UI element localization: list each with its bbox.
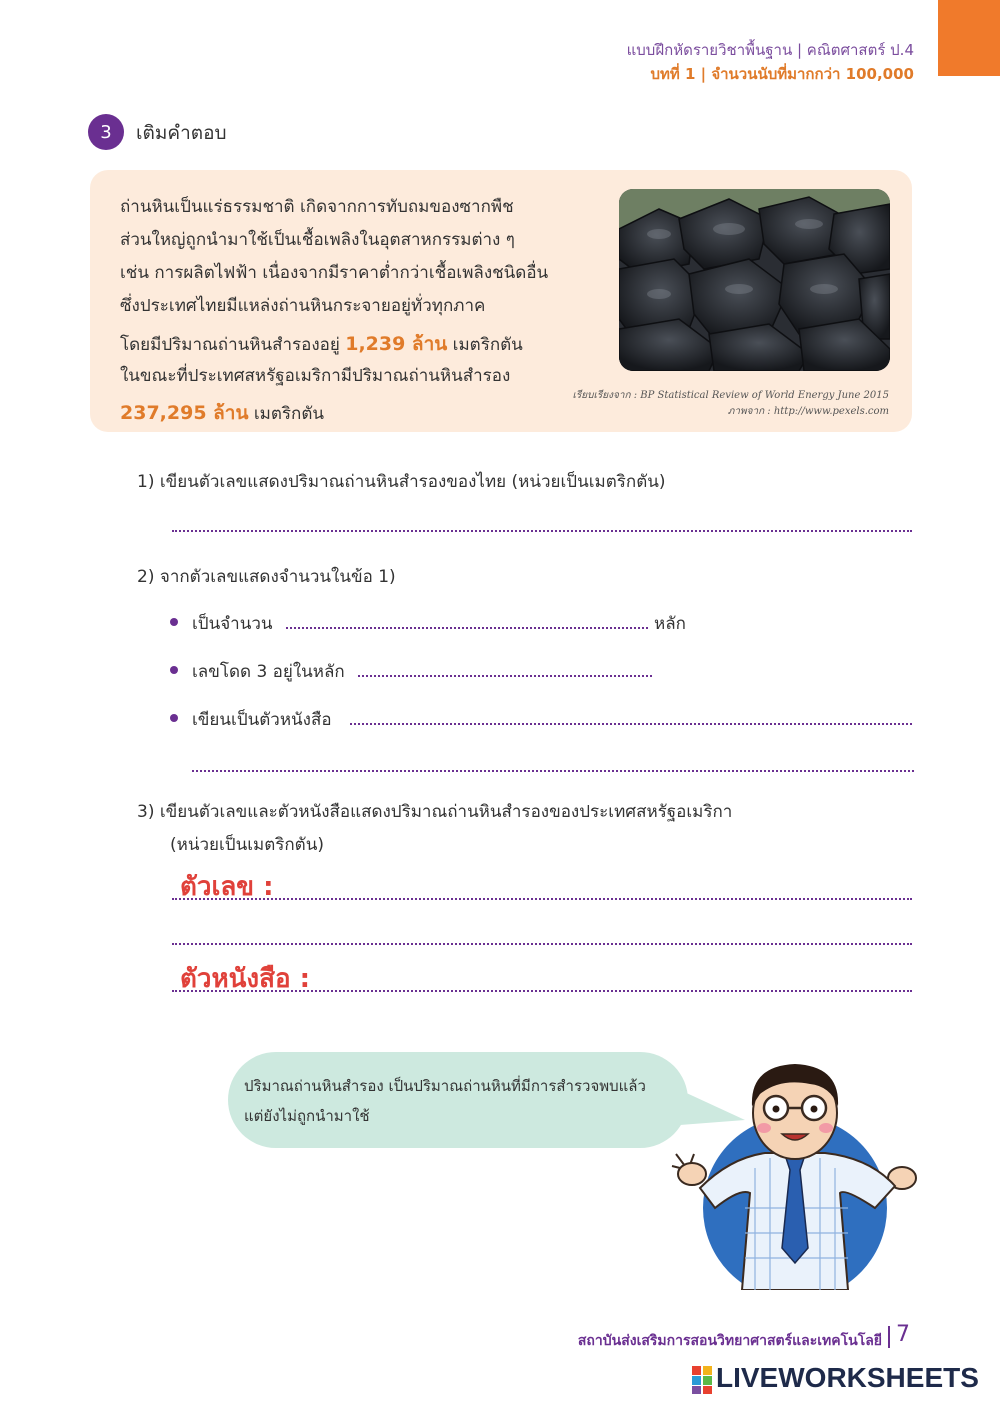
question-number-badge: 3 — [88, 114, 124, 150]
words-answer-line-1[interactable] — [350, 723, 912, 725]
speech-line-1: ปริมาณถ่านหินสำรอง เป็นปริมาณถ่านหินที่มีการสำรวจพบแล้ว — [244, 1077, 646, 1095]
bullet-icon — [170, 714, 178, 722]
teacher-character-illustration — [670, 1058, 925, 1290]
item-2-bullet-3-label: เขียนเป็นตัวหนังสือ — [192, 710, 332, 730]
info-line-5-unit: เมตริกตัน — [447, 335, 523, 355]
bullet-icon — [170, 618, 178, 626]
item-2-bullet-1-label: เป็นจำนวน — [192, 614, 273, 634]
info-line-7-unit: เมตริกตัน — [248, 404, 325, 424]
item-2-bullet-2-label: เลขโดด 3 อยู่ในหลัก — [192, 662, 345, 682]
item-1-answer-line[interactable] — [172, 530, 912, 532]
words-answer-line-2[interactable] — [192, 770, 914, 772]
info-line-5 — [120, 329, 600, 359]
speech-bubble — [228, 1052, 688, 1148]
header-chapter: บทที่ 1 | จำนวนนับที่มากกว่า 100,000 — [650, 65, 914, 83]
digit-3-place-answer-line[interactable] — [358, 675, 652, 677]
info-line-2: ส่วนใหญ่ถูกนำมาใช้เป็นเชื้อเพลิงในอุตสาหกรรมต่าง ๆ — [120, 230, 515, 250]
info-line-5-text: โดยมีปริมาณถ่านหินสำรองอยู่ — [120, 335, 346, 355]
bullet-icon — [170, 666, 178, 674]
source-credit: เรียบเรียงจาก : BP Statistical Review of World Energy June 2015 — [572, 390, 889, 401]
liveworksheets-logo-icon — [692, 1366, 712, 1394]
coal-photo — [619, 189, 890, 371]
header-subject: แบบฝึกหัดรายวิชาพื้นฐาน | คณิตศาสตร์ ป.4 — [626, 41, 914, 59]
answer-number-label: ตัวเลข : — [180, 872, 274, 902]
page-number: 7 — [896, 1322, 910, 1347]
item-1-text: 1) เขียนตัวเลขแสดงปริมาณถ่านหินสำรองของไทย (หน่วยเป็นเมตริกตัน) — [137, 472, 666, 492]
usa-number-answer-line-2[interactable] — [172, 943, 912, 945]
question-title: เติมคำตอบ — [136, 122, 227, 144]
answer-text-label: ตัวหนังสือ : — [180, 964, 311, 994]
usa-words-answer-line[interactable] — [172, 990, 912, 992]
info-line-1: ถ่านหินเป็นแร่ธรรมชาติ เกิดจากการทับถมของซากพืช — [120, 197, 514, 217]
image-credit: ภาพจาก : http://www.pexels.com — [727, 406, 889, 417]
liveworksheets-wordmark: LIVEWORKSHEETS — [716, 1362, 979, 1393]
item-2-text: 2) จากตัวเลขแสดงจำนวนในข้อ 1) — [137, 567, 396, 587]
info-line-6: ในขณะที่ประเทศสหรัฐอเมริกามีปริมาณถ่านหินสำรอง — [120, 366, 511, 386]
page-number-divider — [888, 1326, 890, 1348]
usa-reserve-value: 237,295 ล้าน — [120, 402, 249, 424]
item-2-bullet-1-suffix: หลัก — [654, 614, 686, 634]
item-3-text-line-2: (หน่วยเป็นเมตริกตัน) — [170, 835, 324, 855]
orange-corner-tab — [938, 0, 1000, 76]
speech-line-2: แต่ยังไม่ถูกนำมาใช้ — [244, 1107, 370, 1125]
info-line-7 — [120, 398, 600, 428]
footer-organization: สถาบันส่งเสริมการสอนวิทยาศาสตร์และเทคโนโลยี — [577, 1333, 882, 1349]
digits-count-answer-line[interactable] — [286, 627, 648, 629]
item-3-text-line-1: 3) เขียนตัวเลขและตัวหนังสือแสดงปริมาณถ่านหินสำรองของประเทศสหรัฐอเมริกา — [137, 802, 733, 822]
usa-number-answer-line[interactable] — [172, 898, 912, 900]
info-line-3: เช่น การผลิตไฟฟ้า เนื่องจากมีราคาต่ำกว่าเชื้อเพลิงชนิดอื่น — [120, 263, 549, 283]
info-line-4: ซึ่งประเทศไทยมีแหล่งถ่านหินกระจายอยู่ทั่วทุกภาค — [120, 296, 486, 316]
thai-reserve-value: 1,239 ล้าน — [345, 333, 448, 355]
